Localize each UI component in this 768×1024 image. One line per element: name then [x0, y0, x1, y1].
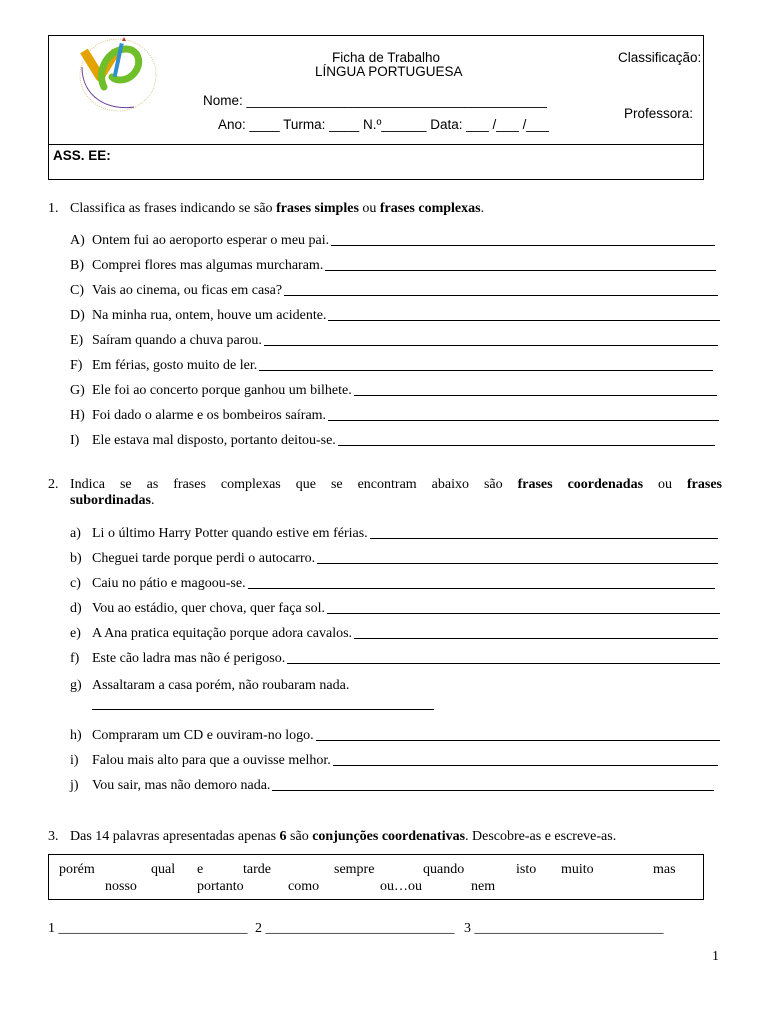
- item-label: F): [70, 358, 83, 373]
- answer-field[interactable]: ___________________________: [58, 921, 248, 936]
- answer-line[interactable]: [354, 625, 718, 639]
- exercise-item: [70, 550, 718, 568]
- answer-line[interactable]: [259, 357, 713, 371]
- word-bank-word: ou…ou: [380, 879, 422, 894]
- item-sentence: Vou sair, mas não demoro nada.: [92, 778, 271, 793]
- item-sentence: Saíram quando a chuva parou.: [92, 333, 262, 348]
- item-sentence: Este cão ladra mas não é perigoso.: [92, 651, 286, 666]
- item-sentence: Assaltaram a casa porém, não roubaram nada.: [92, 678, 350, 693]
- item-label: g): [70, 678, 82, 693]
- item-sentence: Na minha rua, ontem, houve um acidente.: [92, 308, 327, 323]
- answer-field[interactable]: ___________________________: [474, 921, 664, 936]
- answer-line[interactable]: [331, 232, 715, 246]
- item-sentence: Ontem fui ao aeroporto esperar o meu pai.: [92, 233, 330, 248]
- word-bank-word: isto: [516, 862, 537, 877]
- item-label: a): [70, 526, 81, 541]
- answer-line[interactable]: [248, 575, 715, 589]
- name-label: Nome:: [203, 93, 243, 108]
- item-label: c): [70, 576, 81, 591]
- name-row: [203, 93, 547, 108]
- item-sentence: Li o último Harry Potter quando estive em férias.: [92, 526, 368, 541]
- item-sentence: Foi dado o alarme e os bombeiros saíram.: [92, 408, 327, 423]
- answer-line[interactable]: [338, 432, 715, 446]
- teacher-label: Professora:: [624, 106, 694, 121]
- item-sentence: Em férias, gosto muito de ler.: [92, 358, 258, 373]
- answer-line[interactable]: [287, 650, 720, 664]
- word-bank-word: qual: [151, 862, 176, 877]
- answer-line[interactable]: [317, 550, 718, 564]
- item-label: e): [70, 626, 81, 641]
- q3-number: 3.: [48, 829, 59, 844]
- answer-label: 3: [464, 921, 471, 936]
- answer-2: [255, 920, 455, 938]
- item-label: i): [70, 753, 79, 768]
- item-sentence: Cheguei tarde porque perdi o autocarro.: [92, 551, 316, 566]
- q2-instruction-line1: Indica se as frases complexas que se encontram abaixo são frases coordenadas ou frases: [70, 477, 722, 492]
- word-bank-word: muito: [561, 862, 594, 877]
- turma-label: Turma:: [283, 117, 326, 132]
- answer-line[interactable]: [325, 257, 716, 271]
- answer-line[interactable]: [284, 282, 718, 296]
- answer-line[interactable]: [370, 525, 718, 539]
- data-field[interactable]: ___ /___ /___: [466, 117, 549, 132]
- q1-number: 1.: [48, 201, 59, 216]
- q2-number: 2.: [48, 477, 59, 492]
- ano-label: Ano:: [218, 117, 246, 132]
- item-sentence: Ele foi ao concerto porque ganhou um bilhete.: [92, 383, 352, 398]
- exercise-item: [70, 525, 718, 543]
- exercise-item: [70, 307, 720, 325]
- word-bank-word: nem: [471, 879, 496, 894]
- item-label: E): [70, 333, 84, 348]
- item-sentence: Comprei flores mas algumas murcharam.: [92, 258, 324, 273]
- item-label: I): [70, 433, 80, 448]
- item-label: b): [70, 551, 82, 566]
- school-logo-icon: [78, 37, 158, 113]
- answer-line[interactable]: [354, 382, 717, 396]
- item-sentence: Vais ao cinema, ou ficas em casa?: [92, 283, 283, 298]
- word-bank-word: tarde: [243, 862, 271, 877]
- item-label: A): [70, 233, 85, 248]
- exercise-item: [70, 625, 718, 643]
- q3-instruction: Das 14 palavras apresentadas apenas 6 são conjunções coordenativas. Descobre-as e escreve-as.: [70, 829, 617, 844]
- answer-3: [464, 920, 664, 938]
- name-field[interactable]: ________________________________________: [246, 93, 547, 108]
- item-sentence: Vou ao estádio, quer chova, quer faça sol.: [92, 601, 325, 616]
- exercise-item: [70, 282, 718, 300]
- item-sentence: A Ana pratica equitação porque adora cavalos.: [92, 626, 353, 641]
- answer-label: 2: [255, 921, 262, 936]
- q2-instruction-line2: subordinadas.: [70, 493, 155, 508]
- page-number: 1: [712, 949, 719, 964]
- word-bank-word: nosso: [105, 879, 137, 894]
- exercise-item: [70, 232, 715, 250]
- exercise-item: [70, 752, 718, 770]
- exercise-item: [70, 382, 717, 400]
- exercise-item: [70, 600, 720, 618]
- exercise-item: [70, 727, 720, 745]
- item-label: C): [70, 283, 84, 298]
- item-label: d): [70, 601, 82, 616]
- answer-line[interactable]: [327, 600, 720, 614]
- answer-label: 1: [48, 921, 55, 936]
- exercise-item: [70, 432, 715, 450]
- item-sentence: Caiu no pátio e magoou-se.: [92, 576, 246, 591]
- data-label: Data:: [430, 117, 463, 132]
- word-bank-word: mas: [653, 862, 676, 877]
- item-sentence: Ele estava mal disposto, portanto deitou-se.: [92, 433, 336, 448]
- worksheet-title: Ficha de Trabalho: [332, 50, 441, 65]
- item-sentence: Falou mais alto para que a ouvisse melhor.: [92, 753, 331, 768]
- item-label: j): [70, 778, 79, 793]
- word-bank-word: porém: [59, 862, 95, 877]
- exercise-item: [70, 650, 720, 668]
- answer-line[interactable]: [328, 307, 720, 321]
- item-label: H): [70, 408, 85, 423]
- word-bank-word: portanto: [197, 879, 244, 894]
- item-sentence: Compraram um CD e ouviram-no logo.: [92, 728, 314, 743]
- ano-field[interactable]: ____: [249, 117, 280, 132]
- numero-field[interactable]: ______: [381, 117, 427, 132]
- exercise-item: [70, 332, 718, 350]
- answer-line[interactable]: [264, 332, 718, 346]
- answer-line[interactable]: [316, 727, 720, 741]
- answer-line[interactable]: [272, 777, 714, 791]
- subject-title: LÍNGUA PORTUGUESA: [315, 64, 463, 79]
- guardian-signature-label: ASS. EE:: [53, 148, 111, 163]
- answer-line[interactable]: [328, 407, 719, 421]
- numero-label: N.º: [362, 117, 382, 132]
- item-label: G): [70, 383, 85, 398]
- item-label: B): [70, 258, 84, 273]
- item-label: h): [70, 728, 82, 743]
- word-bank-word: e: [197, 862, 204, 877]
- exercise-item: [70, 257, 716, 275]
- word-bank-word: como: [288, 879, 320, 894]
- word-bank-box: [48, 854, 704, 900]
- exercise-item: [70, 777, 714, 795]
- exercise-item: [70, 407, 719, 425]
- answer-field[interactable]: ___________________________: [265, 921, 455, 936]
- word-bank-word: sempre: [334, 862, 375, 877]
- word-bank-word: quando: [423, 862, 465, 877]
- turma-field[interactable]: ____: [329, 117, 360, 132]
- answer-1: [48, 920, 248, 938]
- q1-instruction: Classifica as frases indicando se são frases simples ou frases complexas.: [70, 201, 485, 216]
- details-row: [218, 117, 549, 132]
- item-label: D): [70, 308, 85, 323]
- answer-line[interactable]: [92, 709, 434, 710]
- exercise-item: [70, 357, 713, 375]
- item-label: f): [70, 651, 80, 666]
- classification-label: Classificação:: [618, 50, 702, 65]
- exercise-item: [70, 677, 349, 695]
- header-divider: [48, 144, 704, 145]
- exercise-item: [70, 575, 715, 593]
- answer-line[interactable]: [333, 752, 718, 766]
